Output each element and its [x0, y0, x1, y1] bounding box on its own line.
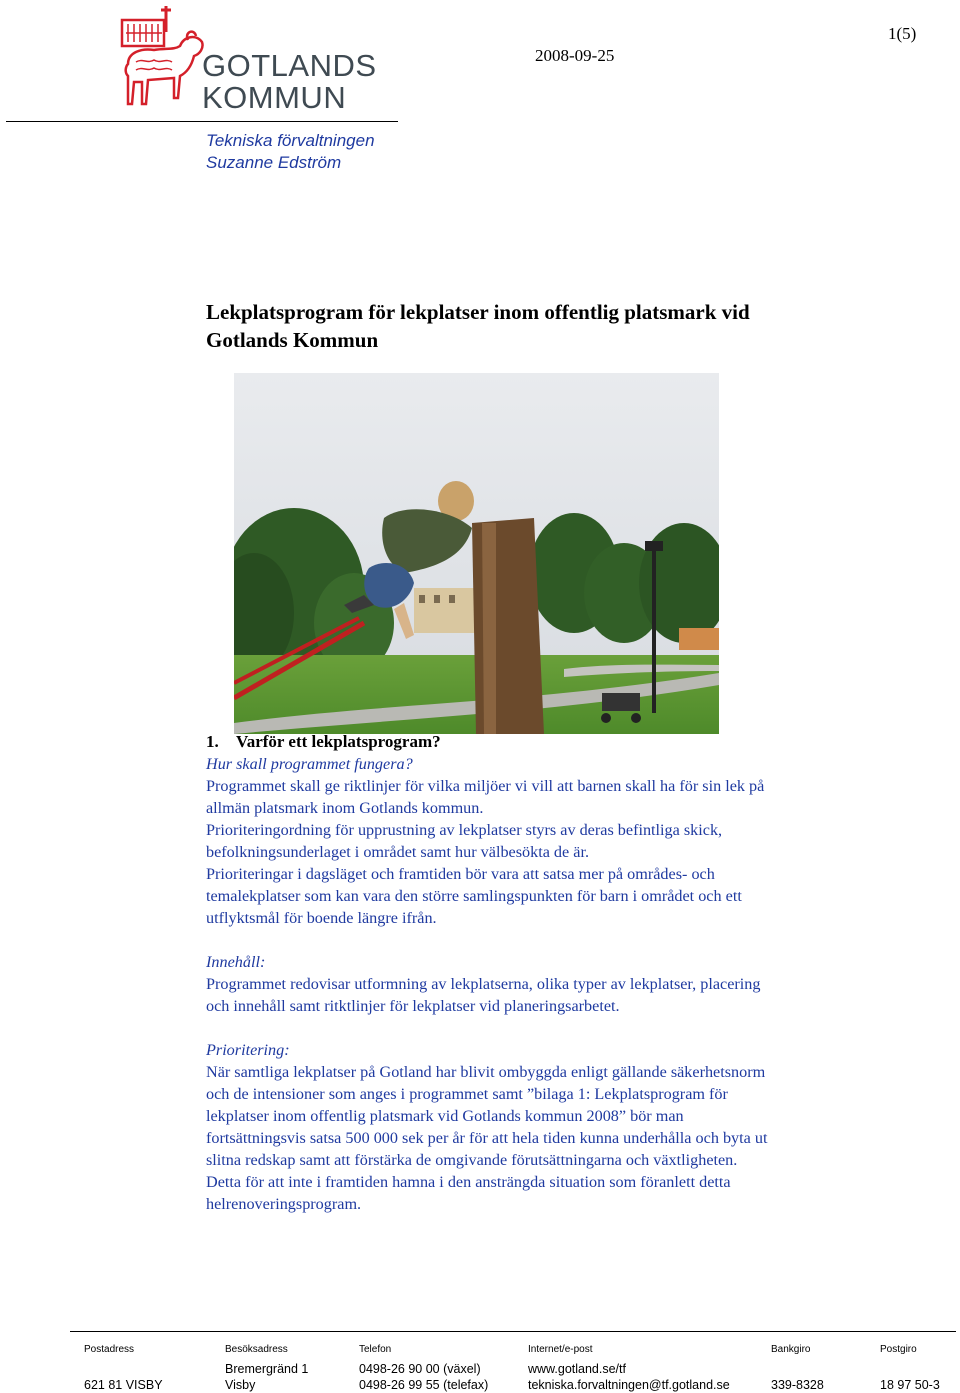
paragraph-line: och innehåll samt ritktlinjer för lekplatser vid planeringsarbetet.: [206, 997, 620, 1015]
sender-block: [206, 130, 375, 174]
page-number: 1(5): [888, 24, 917, 43]
footer-value: Visby: [225, 1378, 256, 1392]
paragraph-line: fortsättningsvis satsa 500 000 sek per år för att hela tiden kunna underhålla och byta ut: [206, 1129, 768, 1147]
footer-value: 18 97 50-3: [880, 1378, 940, 1392]
paragraph-line: slitna redskap samt att förstärka de omgivande förutsättningarna och växtligheten.: [206, 1151, 738, 1169]
paragraph-line: Programmet redovisar utformning av lekplatserna, olika typer av lekplatser, placering: [206, 975, 761, 993]
footer-postadress: [84, 1343, 163, 1393]
footer-value: Bremergränd 1: [225, 1362, 309, 1376]
footer-besoksadress: [225, 1343, 308, 1393]
document-date: 2008-09-25: [535, 46, 615, 65]
paragraph-line: Prioriteringar i dagsläget och framtiden bör vara att satsa mer på områdes- och: [206, 865, 715, 883]
department-name: Tekniska förvaltningen: [206, 131, 375, 150]
section-subheading: Hur skall programmet fungera?: [206, 755, 413, 773]
paragraph-line: Detta för att inte i framtiden hamna i den ansträngda situation som föranlett detta: [206, 1173, 731, 1191]
footer-label: Internet/e-post: [528, 1344, 593, 1355]
ram-emblem-icon: [118, 4, 208, 116]
paragraph-line: allmän platsmark inom Gotlands kommun.: [206, 799, 484, 817]
footer-label: Telefon: [359, 1344, 392, 1355]
footer-label: Besöksadress: [225, 1344, 288, 1355]
footer-value: 0498-26 90 00 (växel): [359, 1362, 481, 1376]
footer-telefon: [359, 1343, 488, 1393]
footer-label: Bankgiro: [771, 1344, 811, 1355]
footer-email-link[interactable]: tekniska.forvaltningen@tf.gotland.se: [528, 1378, 730, 1392]
paragraph-line: utflyktsmål för boende längre ifrån.: [206, 909, 437, 927]
paragraph-line: Prioriteringordning för upprustning av lekplatser styrs av deras befintliga skick,: [206, 821, 723, 839]
title-line: Gotlands Kommun: [206, 328, 379, 352]
paragraph-line: När samtliga lekplatser på Gotland har blivit ombyggda enligt gällande säkerhetsnorm: [206, 1063, 766, 1081]
playground-photo: [234, 373, 719, 734]
paragraph-line: Programmet skall ge riktlinjer för vilka miljöer vi vill att barnen skall ha för sin lek på: [206, 777, 765, 795]
content-label: Innehåll:: [206, 953, 266, 971]
footer-postgiro: [880, 1343, 940, 1393]
section-heading: [206, 731, 886, 753]
footer-value: [771, 1361, 824, 1377]
document-title: [206, 298, 906, 354]
logo-wordmark: [202, 50, 377, 114]
paragraph-line: lekplatser inom offentlig platsmark vid Gotlands kommun 2008” bör man: [206, 1107, 684, 1125]
section-title: Varför ett lekplatsprogram?: [236, 732, 441, 751]
author-name: Suzanne Edström: [206, 153, 342, 172]
footer-label: Postadress: [84, 1344, 135, 1355]
footer-value: [880, 1361, 940, 1377]
footer-value: 621 81 VISBY: [84, 1378, 163, 1392]
footer-internet: [528, 1343, 730, 1393]
footer-bankgiro: [771, 1343, 824, 1393]
paragraph-line: och de intensioner som anges i programmet samt ”bilaga 1: Lekplatsprogram för: [206, 1085, 728, 1103]
footer-value: 0498-26 99 55 (telefax): [359, 1378, 489, 1392]
footer-website-link[interactable]: www.gotland.se/tf: [528, 1362, 626, 1376]
paragraph-line: helrenoveringsprogram.: [206, 1195, 362, 1213]
section-number: 1.: [206, 732, 219, 751]
paragraph-line: temalekplatser som kan vara den större samlingspunkten för barn i området och ett: [206, 887, 742, 905]
footer-label: Postgiro: [880, 1344, 917, 1355]
priority-label: Prioritering:: [206, 1041, 290, 1059]
logo-line-gotlands: GOTLANDS: [202, 48, 377, 83]
paragraph-line: befolkningsunderlaget i området samt hur välbesökta de är.: [206, 843, 589, 861]
gotlands-kommun-logo: [118, 4, 402, 116]
footer-value: 339-8328: [771, 1378, 824, 1392]
photo-illustration: [234, 373, 719, 734]
header-divider: [6, 121, 398, 122]
document-body: [206, 731, 886, 1215]
footer-divider: [70, 1331, 956, 1332]
logo-line-kommun: KOMMUN: [202, 80, 347, 115]
footer-value: [84, 1361, 163, 1377]
title-line: Lekplatsprogram för lekplatser inom offentlig platsmark vid: [206, 300, 750, 324]
